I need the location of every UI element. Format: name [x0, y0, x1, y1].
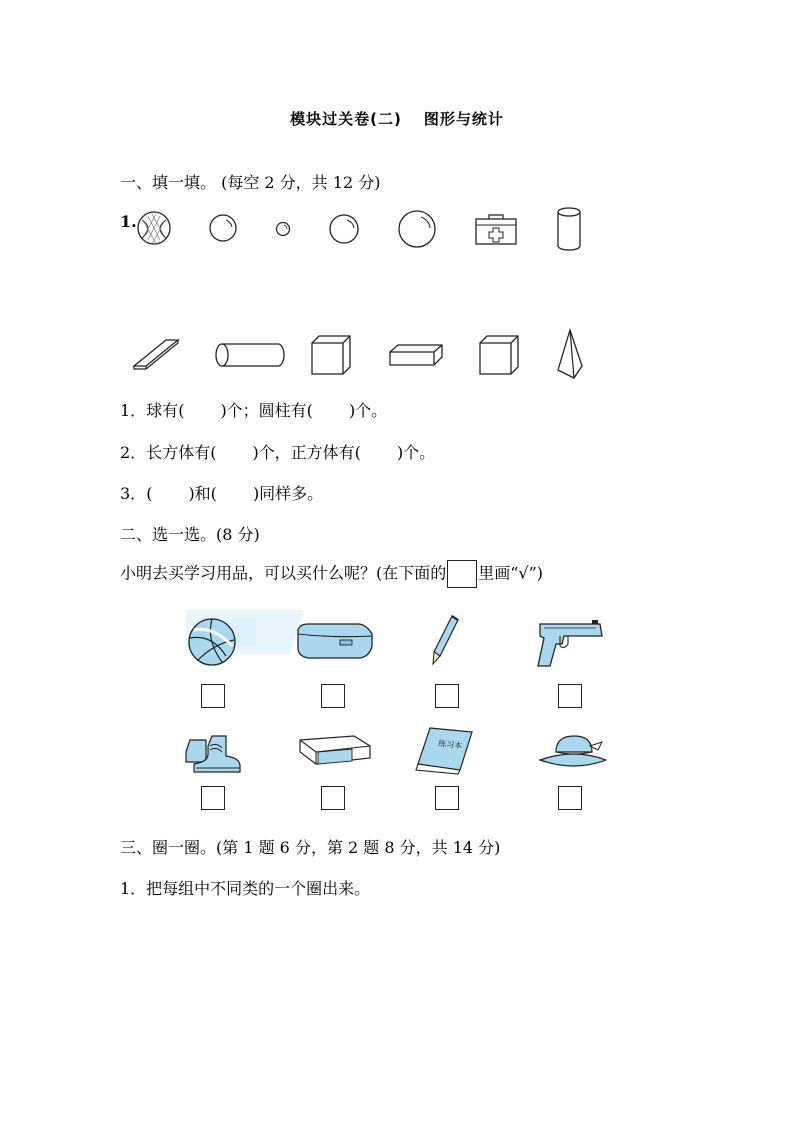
section3-heading: 三、圈一圈。(第 1 题 6 分，第 2 题 8 分，共 14 分)	[120, 838, 501, 857]
section2-instruction	[120, 560, 543, 588]
sun-hat-icon	[536, 730, 610, 776]
section2-heading: 二、选一选。(8 分)	[120, 525, 260, 544]
cylinder-icon	[554, 206, 584, 252]
exercise-book-label: 练习本	[437, 739, 463, 751]
sphere-icon	[208, 213, 238, 243]
answer-checkbox[interactable]	[435, 786, 459, 810]
exercise-book-icon	[412, 724, 476, 776]
title-main: 模块过关卷(二)	[290, 110, 402, 128]
pyramid-icon	[554, 326, 588, 382]
answer-checkbox[interactable]	[558, 786, 582, 810]
pencil-icon	[428, 612, 462, 668]
q1-number: 1．	[120, 401, 147, 420]
q2-number: 2．	[120, 443, 147, 462]
answer-checkbox[interactable]	[321, 684, 345, 708]
answer-checkbox[interactable]	[435, 684, 459, 708]
q1-text-b: )个；圆柱有(	[220, 401, 313, 420]
example-checkbox	[447, 560, 477, 588]
ball-icon	[136, 210, 172, 246]
answer-checkbox[interactable]	[558, 684, 582, 708]
title-sub: 图形与统计	[423, 110, 504, 128]
large-sphere-icon	[396, 208, 438, 250]
section1-q2	[120, 440, 435, 463]
answer-checkbox[interactable]	[321, 786, 345, 810]
page-title	[0, 108, 794, 129]
cube-icon	[308, 332, 354, 378]
flat-board-icon	[130, 336, 182, 372]
q1-text-a: 球有(	[146, 401, 185, 420]
q1-text-c: )个。	[348, 401, 388, 420]
section1-q1	[120, 398, 387, 421]
q2-text-a: 长方体有(	[146, 443, 217, 462]
section1-q3	[120, 481, 323, 504]
horizontal-cylinder-icon	[212, 340, 288, 370]
answer-checkbox[interactable]	[201, 684, 225, 708]
toy-gun-icon	[534, 614, 608, 672]
eraser-icon	[296, 730, 376, 770]
q3-text-c: )同样多。	[252, 484, 324, 503]
q2-text-c: )个。	[396, 443, 436, 462]
instruction-text-b: 里画“√”)	[478, 563, 544, 583]
instruction-text-a: 小明去买学习用品，可以买什么呢？(在下面的	[120, 563, 447, 583]
shoes-icon	[180, 732, 244, 776]
q3-number: 3．	[120, 484, 147, 503]
volleyball-icon	[186, 616, 238, 668]
small-sphere-icon	[274, 220, 292, 238]
first-aid-box-icon	[472, 210, 520, 246]
section1-heading: 一、填一填。 (每空 2 分，共 12 分)	[120, 173, 381, 192]
section1-question-label: 1.	[120, 212, 137, 231]
pencil-case-icon	[294, 620, 376, 662]
q3-text-b: )和(	[188, 484, 217, 503]
rectangular-brick-icon	[386, 340, 446, 370]
cube-icon	[476, 332, 522, 378]
answer-checkbox[interactable]	[201, 786, 225, 810]
q2-text-b: )个，正方体有(	[252, 443, 361, 462]
q3-text-a: (	[146, 484, 153, 503]
sphere-icon	[328, 213, 360, 245]
section3-q1: 1．把每组中不同类的一个圈出来。	[120, 879, 371, 898]
